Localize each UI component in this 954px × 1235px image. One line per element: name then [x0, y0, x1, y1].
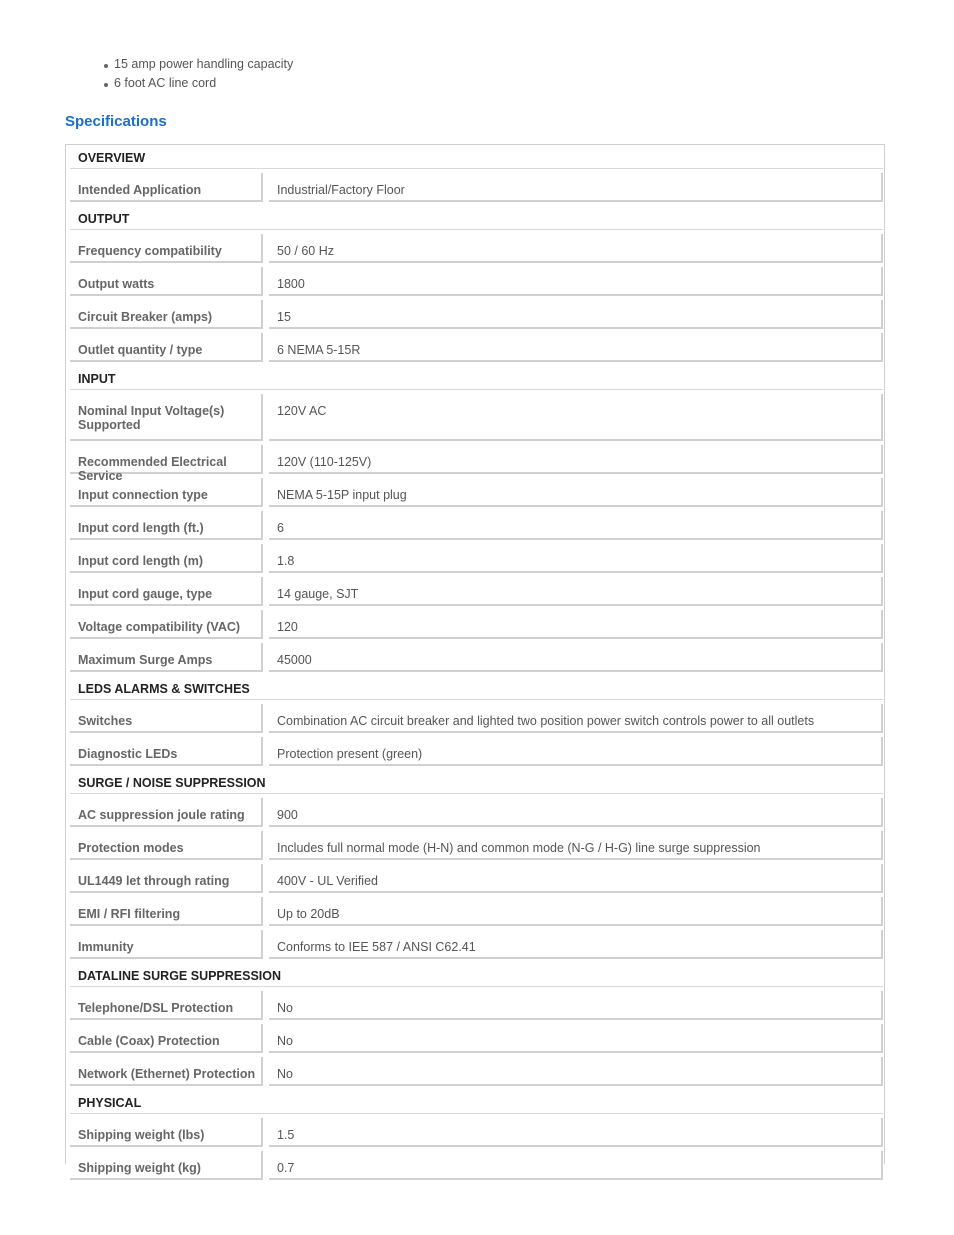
spec-row — [70, 1024, 883, 1053]
spec-row — [70, 643, 883, 672]
spec-label: Shipping weight (lbs) — [78, 1128, 205, 1142]
spec-row — [70, 577, 883, 606]
section-title: SURGE / NOISE SUPPRESSION — [78, 776, 266, 790]
spec-label-cell — [70, 737, 263, 766]
spec-value: Combination AC circuit breaker and lighted two position power switch controls power to all outlets — [277, 714, 815, 728]
spec-value-cell — [269, 1151, 883, 1180]
spec-label: Protection modes — [78, 841, 184, 855]
specifications-heading: Specifications — [65, 113, 167, 130]
spec-label: Input cord length (m) — [78, 554, 203, 568]
spec-row — [70, 333, 883, 362]
section-header — [70, 145, 883, 169]
spec-label-cell — [70, 1118, 263, 1147]
spec-value-cell — [269, 610, 883, 639]
spec-value-cell — [269, 267, 883, 296]
spec-value: Up to 20dB — [277, 907, 340, 921]
spec-label-cell — [70, 267, 263, 296]
section-header — [70, 1090, 883, 1114]
spec-label-cell — [70, 1151, 263, 1180]
spec-value-cell — [269, 831, 883, 860]
spec-label-cell — [70, 511, 263, 540]
spec-label: Nominal Input Voltage(s) Supported — [78, 404, 225, 432]
spec-value-cell — [269, 930, 883, 959]
spec-label: Input cord length (ft.) — [78, 521, 204, 535]
spec-value-cell — [269, 798, 883, 827]
spec-value: NEMA 5-15P input plug — [277, 488, 407, 502]
spec-label: Input cord gauge, type — [78, 587, 213, 601]
spec-row — [70, 737, 883, 766]
feature-bullet: 15 amp power handling capacity — [104, 55, 293, 74]
spec-label: Recommended Electrical Service — [78, 455, 227, 483]
spec-value: No — [277, 1067, 293, 1081]
section-title: DATALINE SURGE SUPPRESSION — [78, 969, 282, 983]
section-title: INPUT — [78, 372, 116, 386]
spec-value-cell — [269, 643, 883, 672]
spec-row — [70, 478, 883, 507]
spec-value-cell — [269, 511, 883, 540]
spec-row — [70, 1057, 883, 1086]
spec-label-cell — [70, 234, 263, 263]
spec-label: Switches — [78, 714, 133, 728]
spec-label-cell — [70, 991, 263, 1020]
spec-label-cell — [70, 1024, 263, 1053]
spec-row — [70, 394, 883, 441]
spec-label-cell — [70, 333, 263, 362]
specifications-table — [65, 144, 885, 1175]
spec-label: Maximum Surge Amps — [78, 653, 213, 667]
spec-label: Circuit Breaker (amps) — [78, 310, 213, 324]
spec-value-cell — [269, 478, 883, 507]
spec-value: 6 — [277, 521, 284, 535]
spec-label-cell — [70, 394, 263, 441]
spec-label: Cable (Coax) Protection — [78, 1034, 220, 1048]
spec-value-cell — [269, 577, 883, 606]
spec-label-cell — [70, 930, 263, 959]
spec-row — [70, 1151, 883, 1180]
spec-label: Intended Application — [78, 183, 202, 197]
spec-value-cell — [269, 445, 883, 474]
section-title: OUTPUT — [78, 212, 130, 226]
spec-label: Shipping weight (kg) — [78, 1161, 201, 1175]
spec-row — [70, 831, 883, 860]
spec-row — [70, 897, 883, 926]
spec-label: EMI / RFI filtering — [78, 907, 181, 921]
spec-label: Frequency compatibility — [78, 244, 222, 258]
spec-label: Output watts — [78, 277, 155, 291]
spec-row — [70, 704, 883, 733]
spec-row — [70, 267, 883, 296]
spec-label: Voltage compatibility (VAC) — [78, 620, 241, 634]
spec-value: 6 NEMA 5-15R — [277, 343, 361, 357]
section-title: PHYSICAL — [78, 1096, 142, 1110]
section-header — [70, 206, 883, 230]
spec-value: No — [277, 1034, 293, 1048]
spec-value: Conforms to IEE 587 / ANSI C62.41 — [277, 940, 476, 954]
spec-value-cell — [269, 991, 883, 1020]
spec-value-cell — [269, 234, 883, 263]
spec-label: Immunity — [78, 940, 134, 954]
spec-row — [70, 234, 883, 263]
spec-row — [70, 511, 883, 540]
spec-label: Network (Ethernet) Protection — [78, 1067, 256, 1081]
spec-label-cell — [70, 300, 263, 329]
spec-value-cell — [269, 173, 883, 202]
spec-value: 0.7 — [277, 1161, 295, 1175]
spec-value: Industrial/Factory Floor — [277, 183, 405, 197]
spec-label-cell — [70, 831, 263, 860]
section-header — [70, 963, 883, 987]
spec-value-cell — [269, 897, 883, 926]
spec-row — [70, 798, 883, 827]
section-header — [70, 770, 883, 794]
spec-label: AC suppression joule rating — [78, 808, 245, 822]
spec-row — [70, 173, 883, 202]
section-title: LEDS ALARMS & SWITCHES — [78, 682, 250, 696]
spec-value-cell — [269, 737, 883, 766]
spec-label-cell — [70, 445, 263, 483]
spec-label-cell — [70, 798, 263, 827]
spec-value-cell — [269, 394, 883, 441]
spec-value: 120V (110-125V) — [277, 455, 372, 469]
spec-row — [70, 1118, 883, 1147]
spec-value-cell — [269, 1024, 883, 1053]
spec-value: 400V - UL Verified — [277, 874, 378, 888]
spec-value: 900 — [277, 808, 298, 822]
spec-value: Protection present (green) — [277, 747, 423, 761]
section-header — [70, 366, 883, 390]
feature-bullet: 6 foot AC line cord — [104, 74, 293, 93]
spec-row — [70, 864, 883, 893]
spec-label: UL1449 let through rating — [78, 874, 230, 888]
spec-value-cell — [269, 1057, 883, 1086]
spec-label: Telephone/DSL Protection — [78, 1001, 234, 1015]
spec-value-cell — [269, 704, 883, 733]
spec-value: 1.8 — [277, 554, 295, 568]
feature-bullet-list — [104, 55, 293, 93]
spec-row — [70, 300, 883, 329]
spec-row — [70, 930, 883, 959]
spec-label-cell — [70, 643, 263, 672]
spec-label-cell — [70, 577, 263, 606]
spec-label-cell — [70, 610, 263, 639]
spec-label-cell — [70, 864, 263, 893]
spec-value: Includes full normal mode (H-N) and common mode (N-G / H-G) line surge suppression — [277, 841, 761, 855]
spec-label: Diagnostic LEDs — [78, 747, 178, 761]
spec-value: 45000 — [277, 653, 312, 667]
spec-value: No — [277, 1001, 293, 1015]
spec-row — [70, 445, 883, 483]
spec-value: 50 / 60 Hz — [277, 244, 334, 258]
spec-value: 15 — [277, 310, 291, 324]
spec-label-cell — [70, 478, 263, 507]
spec-label-cell — [70, 544, 263, 573]
spec-label: Input connection type — [78, 488, 208, 502]
spec-value: 120V AC — [277, 404, 327, 418]
spec-value-cell — [269, 544, 883, 573]
spec-value: 120 — [277, 620, 298, 634]
spec-value: 1800 — [277, 277, 305, 291]
spec-value: 1.5 — [277, 1128, 295, 1142]
spec-label-cell — [70, 704, 263, 733]
spec-value: 14 gauge, SJT — [277, 587, 359, 601]
spec-label-cell — [70, 173, 263, 202]
spec-row — [70, 544, 883, 573]
spec-label: Outlet quantity / type — [78, 343, 203, 357]
spec-value-cell — [269, 864, 883, 893]
spec-value-cell — [269, 300, 883, 329]
spec-value-cell — [269, 333, 883, 362]
spec-row — [70, 610, 883, 639]
section-title: OVERVIEW — [78, 151, 146, 165]
section-header — [70, 676, 883, 700]
spec-row — [70, 991, 883, 1020]
spec-label-cell — [70, 1057, 263, 1086]
spec-value-cell — [269, 1118, 883, 1147]
spec-label-cell — [70, 897, 263, 926]
